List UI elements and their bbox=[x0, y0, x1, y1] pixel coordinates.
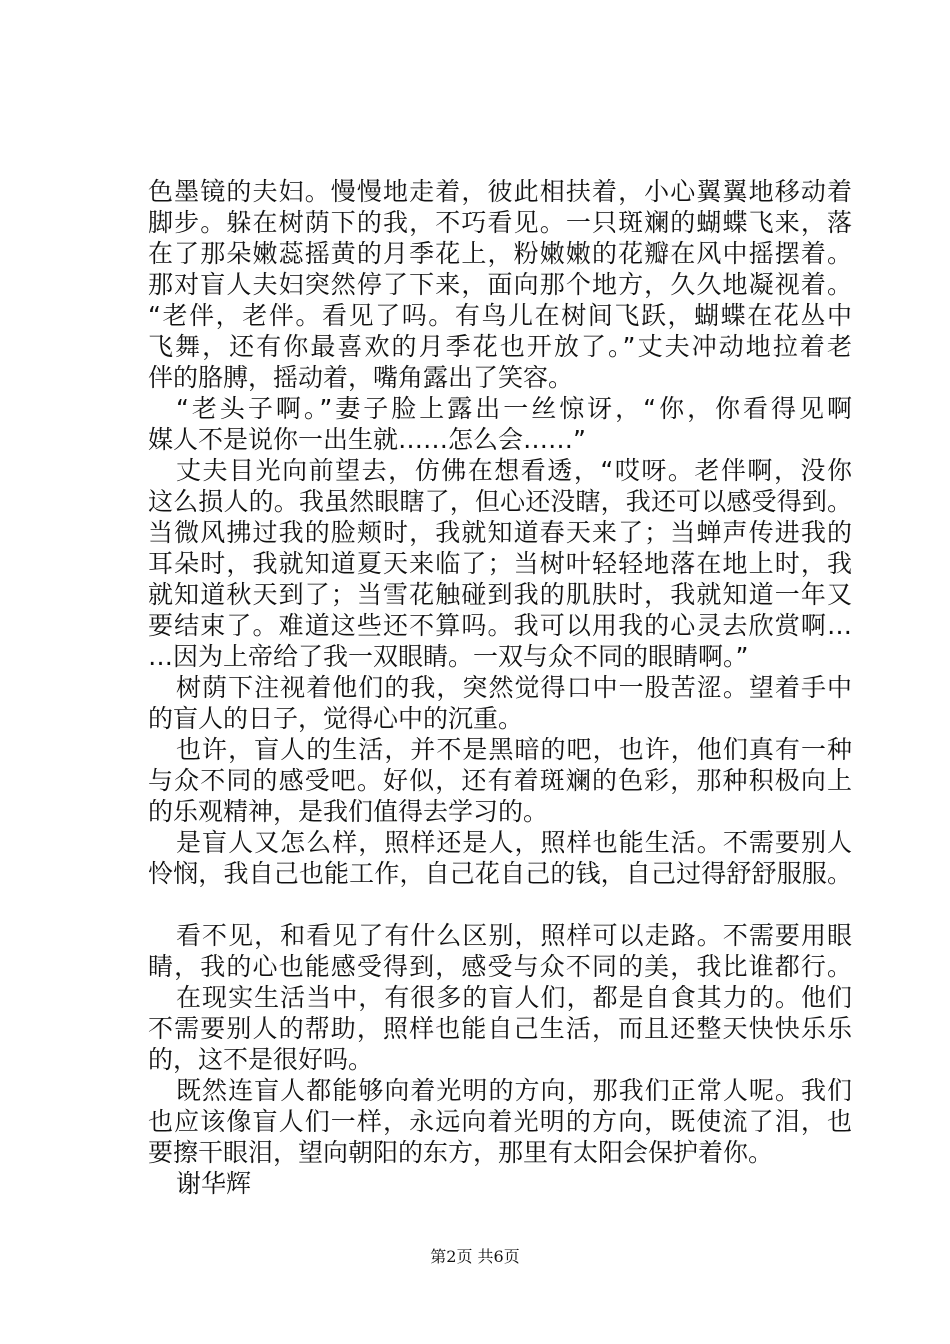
text-line: 看不见，和看见了有什么区别，照样可以走路。不需要用眼 bbox=[176, 921, 852, 950]
text-line: 也许，盲人的生活，并不是黑暗的吧，也许，他们真有一种 bbox=[176, 735, 852, 764]
text-line: 那对盲人夫妇突然停了下来，面向那个地方，久久地凝视着。 bbox=[148, 270, 852, 299]
text-line: 也应该像盲人们一样，永远向着光明的方向，既使流了泪，也 bbox=[148, 1107, 852, 1136]
text-line: 怜悯，我自己也能工作，自己花自己的钱，自己过得舒舒服服。 bbox=[148, 859, 852, 888]
text-line: 丈夫目光向前望去，仿佛在想看透，“哎呀。老伴啊，没你 bbox=[176, 456, 852, 485]
text-line: 睛，我的心也能感受得到，感受与众不同的美，我比谁都行。 bbox=[148, 952, 852, 981]
text-line: 的盲人的日子，觉得心中的沉重。 bbox=[148, 704, 524, 733]
text-line: 色墨镜的夫妇。慢慢地走着，彼此相扶着，小心翼翼地移动着 bbox=[148, 177, 852, 206]
text-line: 的，这不是很好吗。 bbox=[148, 1045, 374, 1074]
text-line: 在了那朵嫩蕊摇黄的月季花上，粉嫩嫩的花瓣在风中摇摆着。 bbox=[148, 239, 852, 268]
text-line: “老头子啊。”妻子脸上露出一丝惊讶，“你，你看得见啊 bbox=[176, 394, 852, 423]
text-line: 的乐观精神，是我们值得去学习的。 bbox=[148, 797, 549, 826]
text-line: 媒人不是说你一出生就……怎么会……” bbox=[148, 425, 586, 454]
text-line: 与众不同的感受吧。好似，还有着斑斓的色彩，那种积极向上 bbox=[148, 766, 852, 795]
text-line: 树荫下注视着他们的我，突然觉得口中一股苦涩。望着手中 bbox=[176, 673, 852, 702]
text-line: 就知道秋天到了；当雪花触碰到我的肌肤时，我就知道一年又 bbox=[148, 580, 852, 609]
text-line: 当微风拂过我的脸颊时，我就知道春天来了；当蝉声传进我的 bbox=[148, 518, 852, 547]
text-line: 是盲人又怎么样，照样还是人，照样也能生活。不需要别人 bbox=[176, 828, 852, 857]
text-line: 飞舞，还有你最喜欢的月季花也开放了。”丈夫冲动地拉着老 bbox=[148, 332, 852, 361]
text-line: “老伴，老伴。看见了吗。有鸟儿在树间飞跃，蝴蝶在花丛中 bbox=[148, 301, 852, 330]
text-line: 既然连盲人都能够向着光明的方向，那我们正常人呢。我们 bbox=[176, 1076, 852, 1105]
text-line: 耳朵时，我就知道夏天来临了；当树叶轻轻地落在地上时，我 bbox=[148, 549, 852, 578]
text-line: 谢华辉 bbox=[176, 1169, 252, 1198]
text-line bbox=[148, 889, 852, 920]
text-line: 要擦干眼泪，望向朝阳的东方，那里有太阳会保护着你。 bbox=[148, 1138, 774, 1167]
page-footer: 第2页 共6页 bbox=[430, 1247, 520, 1266]
text-line: 脚步。躲在树荫下的我，不巧看见。一只斑斓的蝴蝶飞来，落 bbox=[148, 208, 852, 237]
text-line: 伴的胳膊，摇动着，嘴角露出了笑容。 bbox=[148, 363, 574, 392]
text-line: 在现实生活当中，有很多的盲人们，都是自食其力的。他们 bbox=[176, 983, 852, 1012]
text-line: 这么损人的。我虽然眼瞎了，但心还没瞎，我还可以感受得到。 bbox=[148, 487, 852, 516]
text-line: …因为上帝给了我一双眼睛。一双与众不同的眼睛啊。” bbox=[148, 642, 749, 671]
text-line: 要结束了。难道这些还不算吗。我可以用我的心灵去欣赏啊… bbox=[148, 611, 852, 640]
text-line: 不需要别人的帮助，照样也能自己生活，而且还整天快快乐乐 bbox=[148, 1014, 852, 1043]
